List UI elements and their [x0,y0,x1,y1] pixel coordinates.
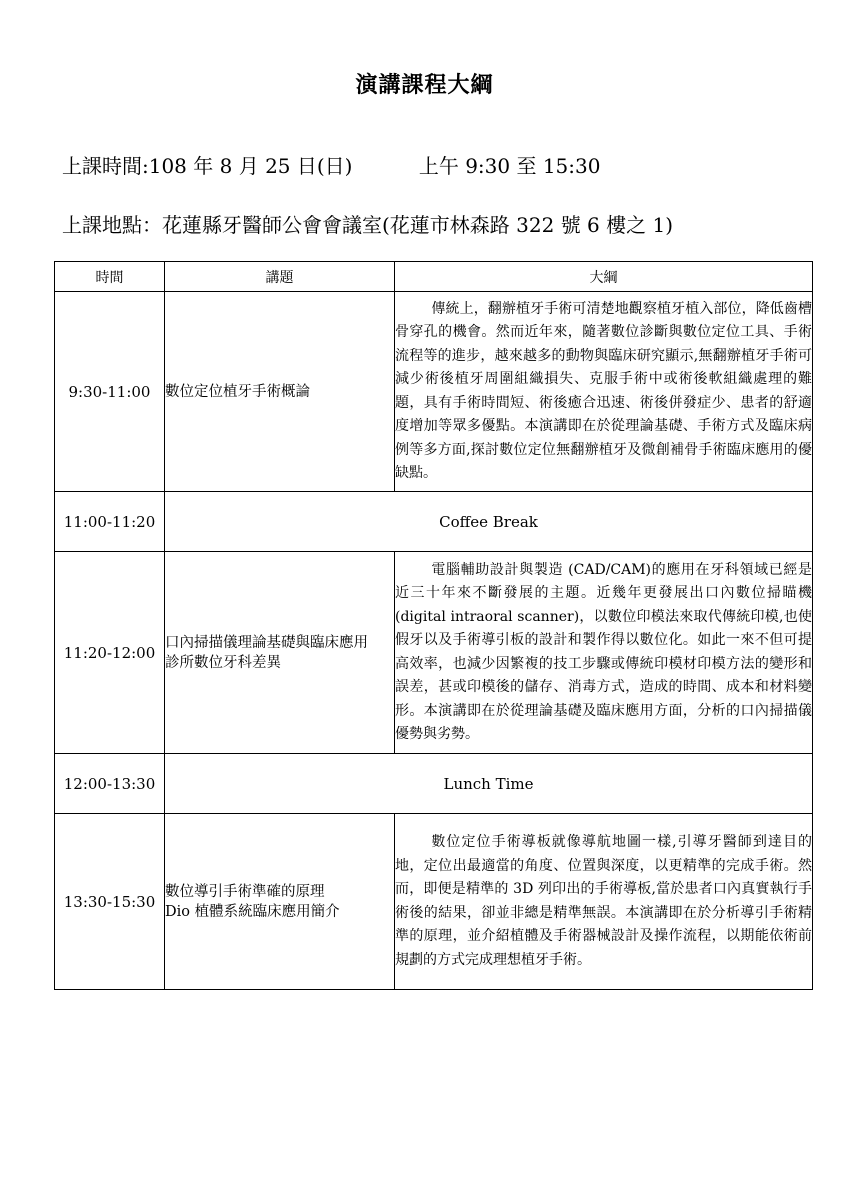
table-header-row [55,262,813,292]
topic-line: 數位導引手術準確的原理 [165,883,325,900]
page-title: 演講課程大綱 [355,73,494,98]
session-outline: 傳統上，翻辦植牙手術可清楚地觀察植牙植入部位，降低齒槽骨穿孔的機會。然而近年來，隨著數位診斷與數位定位工具、手術流程等的進步，越來越多的動物與臨床研究顯示,無翻辦植牙手術可減少術後植牙周圍組織損失、克服手術中或術後軟組織處理的難題，具有手術時間短、術後癒合迅速、術後併發症少、患者的舒適度增加等眾多優點。本演講即在於從理論基礎、手術方式及臨床病例等多方面,探討數位定位無翻辦植牙及微創補骨手術臨床應用的優缺點。 [395,292,813,492]
session-topic [165,292,395,492]
topic-line: 診所數位牙科差異 [165,654,281,671]
topic-line: Dio 植體系統臨床應用簡介 [165,903,340,920]
class-time-range: 上午 9:30 至 15:30 [418,154,601,178]
topic-line: 口內掃描儀理論基礎與臨床應用 [165,634,368,651]
table-row [55,814,813,990]
schedule-table [54,261,813,990]
break-label: Lunch Time [165,754,813,814]
header-outline: 大綱 [395,262,813,292]
class-time-label: 上課時間:108 年 8 月 25 日(日) [62,154,353,178]
session-outline: 數位定位手術導板就像導航地圖一樣,引導牙醫師到達目的地，定位出最適當的角度、位置與深度，以更精準的完成手術。然而，即便是精準的 3D 列印出的手術導板,當於患者口內真實執行手術後的結果，卻並非總是精準無誤。本演講即在於分析導引手術精準的原理，並介紹植體及手術器械設計及操作流程，以期能依術前規劃的方式完成理想植牙手術。 [395,814,813,990]
header-time: 時間 [55,262,165,292]
session-time: 11:20-12:00 [55,552,165,754]
session-time: 11:00-11:20 [55,492,165,552]
session-time: 12:00-13:30 [55,754,165,814]
session-time: 13:30-15:30 [55,814,165,990]
header-topic: 講題 [165,262,395,292]
table-row [55,552,813,754]
session-topic [165,552,395,754]
table-row [55,292,813,492]
table-row [55,492,813,552]
table-row [55,754,813,814]
class-time [62,150,600,179]
session-outline: 電腦輔助設計與製造 (CAD/CAM)的應用在牙科領域已經是近三十年來不斷發展的主題。近幾年更發展出口內數位掃瞄機(digital intraoral scanner)，以數位印模法來取代傳統印模,也使假牙以及手術導引板的設計和製作得以數位化。如此一來不但可提高效率，也減少因繁複的技工步驟或傳統印模材印模方法的變形和誤差，甚或印模後的儲存、消毒方式，造成的時間、成本和材料變形。本演講即在於從理論基礎及臨床應用方面，分析的口內掃描儀優勢與劣勢。 [395,552,813,754]
session-time: 9:30-11:00 [55,292,165,492]
session-topic [165,814,395,990]
class-location: 上課地點：花蓮縣牙醫師公會會議室(花蓮市林森路 322 號 6 樓之 1) [62,213,674,237]
break-label: Coffee Break [165,492,813,552]
topic-line: 數位定位植牙手術概論 [165,383,310,400]
